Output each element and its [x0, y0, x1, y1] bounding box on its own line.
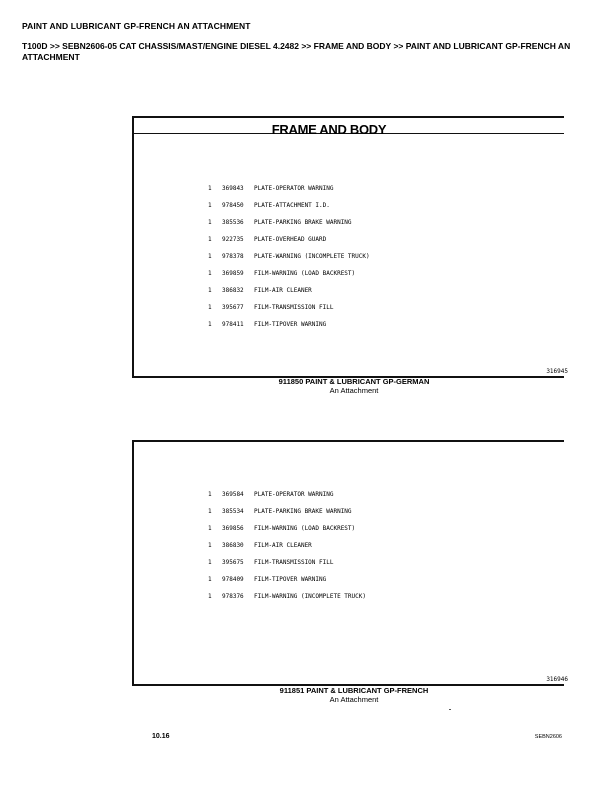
- part-number: 395675: [222, 559, 244, 566]
- caption-subtitle: An Attachment: [329, 695, 379, 704]
- part-number: 369843: [222, 185, 244, 192]
- document-code: SEBN2606: [534, 734, 562, 740]
- part-description: FILM-WARNING (INCOMPLETE TRUCK): [254, 593, 366, 600]
- caption-subtitle: An Attachment: [329, 386, 379, 395]
- part-number: 385534: [222, 508, 244, 515]
- part-description: PLATE-PARKING BRAKE WARNING: [254, 219, 352, 226]
- caption-title: 911850 PAINT & LUBRICANT GP-GERMAN: [278, 377, 430, 386]
- part-description: FILM-WARNING (LOAD BACKREST): [254, 270, 356, 277]
- part-number: 978378: [222, 253, 244, 260]
- part-qty: 1: [208, 491, 212, 498]
- section-title: FRAME AND BODY: [271, 122, 387, 137]
- part-number: 386830: [222, 542, 244, 549]
- part-qty: 1: [208, 304, 212, 311]
- part-row: [208, 270, 370, 287]
- part-description: FILM-TRANSMISSION FILL: [254, 304, 334, 311]
- part-row: [208, 185, 370, 202]
- part-row: [208, 576, 366, 593]
- part-row: [208, 219, 370, 236]
- part-row: [208, 253, 370, 270]
- part-number: 386832: [222, 287, 244, 294]
- part-description: PLATE-PARKING BRAKE WARNING: [254, 508, 352, 515]
- breadcrumb: T100D >> SEBN2606-05 CAT CHASSIS/MAST/ENGINE DIESEL 4.2482 >> FRAME AND BODY >> PAINT AND LUBRICANT GP-FRENCH AN ATTACHMENT: [22, 41, 571, 62]
- part-number: 395677: [222, 304, 244, 311]
- caption-title: 911851 PAINT & LUBRICANT GP-FRENCH: [279, 686, 429, 695]
- part-number: 922735: [222, 236, 244, 243]
- part-row: [208, 508, 366, 525]
- parts-panel-german: [132, 116, 568, 378]
- part-qty: 1: [208, 508, 212, 515]
- part-qty: 1: [208, 185, 212, 192]
- part-qty: 1: [208, 236, 212, 243]
- scanned-parts-page: [99, 88, 568, 776]
- part-qty: 1: [208, 253, 212, 260]
- part-row: [208, 287, 370, 304]
- part-number: 369859: [222, 270, 244, 277]
- part-qty: 1: [208, 593, 212, 600]
- part-qty: 1: [208, 542, 212, 549]
- part-description: PLATE-OPERATOR WARNING: [254, 185, 334, 192]
- part-row: [208, 236, 370, 253]
- part-row: [208, 542, 366, 559]
- part-row: [208, 304, 370, 321]
- page-number: 10.16: [152, 733, 170, 740]
- part-number: 978376: [222, 593, 244, 600]
- part-qty: 1: [208, 321, 212, 328]
- part-description: FILM-AIR CLEANER: [254, 287, 312, 294]
- part-row: [208, 202, 370, 219]
- part-qty: 1: [208, 270, 212, 277]
- part-qty: 1: [208, 525, 212, 532]
- part-row: [208, 491, 366, 508]
- part-row: [208, 321, 370, 338]
- illustration-ref-number: 316946: [546, 676, 568, 683]
- part-description: PLATE-OVERHEAD GUARD: [254, 236, 327, 243]
- part-description: FILM-TIPOVER WARNING: [254, 576, 327, 583]
- part-qty: 1: [208, 202, 212, 209]
- part-description: FILM-WARNING (LOAD BACKREST): [254, 525, 356, 532]
- illustration-ref-number: 316945: [546, 368, 568, 375]
- part-row: [208, 593, 366, 610]
- part-number: 978450: [222, 202, 244, 209]
- parts-list: [208, 491, 366, 610]
- part-description: PLATE-OPERATOR WARNING: [254, 491, 334, 498]
- part-number: 978411: [222, 321, 244, 328]
- panel-caption: [219, 686, 489, 704]
- parts-panel-french: [132, 440, 568, 686]
- part-number: 385536: [222, 219, 244, 226]
- scan-artifact: [449, 709, 451, 710]
- part-number: 369856: [222, 525, 244, 532]
- part-description: PLATE-WARNING (INCOMPLETE TRUCK): [254, 253, 370, 260]
- part-row: [208, 525, 366, 542]
- section-header-rule: [134, 122, 564, 137]
- panel-caption: [219, 377, 489, 395]
- page-title: PAINT AND LUBRICANT GP-FRENCH AN ATTACHMENT: [22, 21, 251, 31]
- part-number: 369584: [222, 491, 244, 498]
- part-qty: 1: [208, 287, 212, 294]
- parts-list: [208, 185, 370, 338]
- part-description: FILM-TRANSMISSION FILL: [254, 559, 334, 566]
- part-description: FILM-AIR CLEANER: [254, 542, 312, 549]
- part-qty: 1: [208, 219, 212, 226]
- part-number: 978409: [222, 576, 244, 583]
- part-row: [208, 559, 366, 576]
- part-qty: 1: [208, 559, 212, 566]
- part-description: PLATE-ATTACHMENT I.D.: [254, 202, 330, 209]
- part-qty: 1: [208, 576, 212, 583]
- part-description: FILM-TIPOVER WARNING: [254, 321, 327, 328]
